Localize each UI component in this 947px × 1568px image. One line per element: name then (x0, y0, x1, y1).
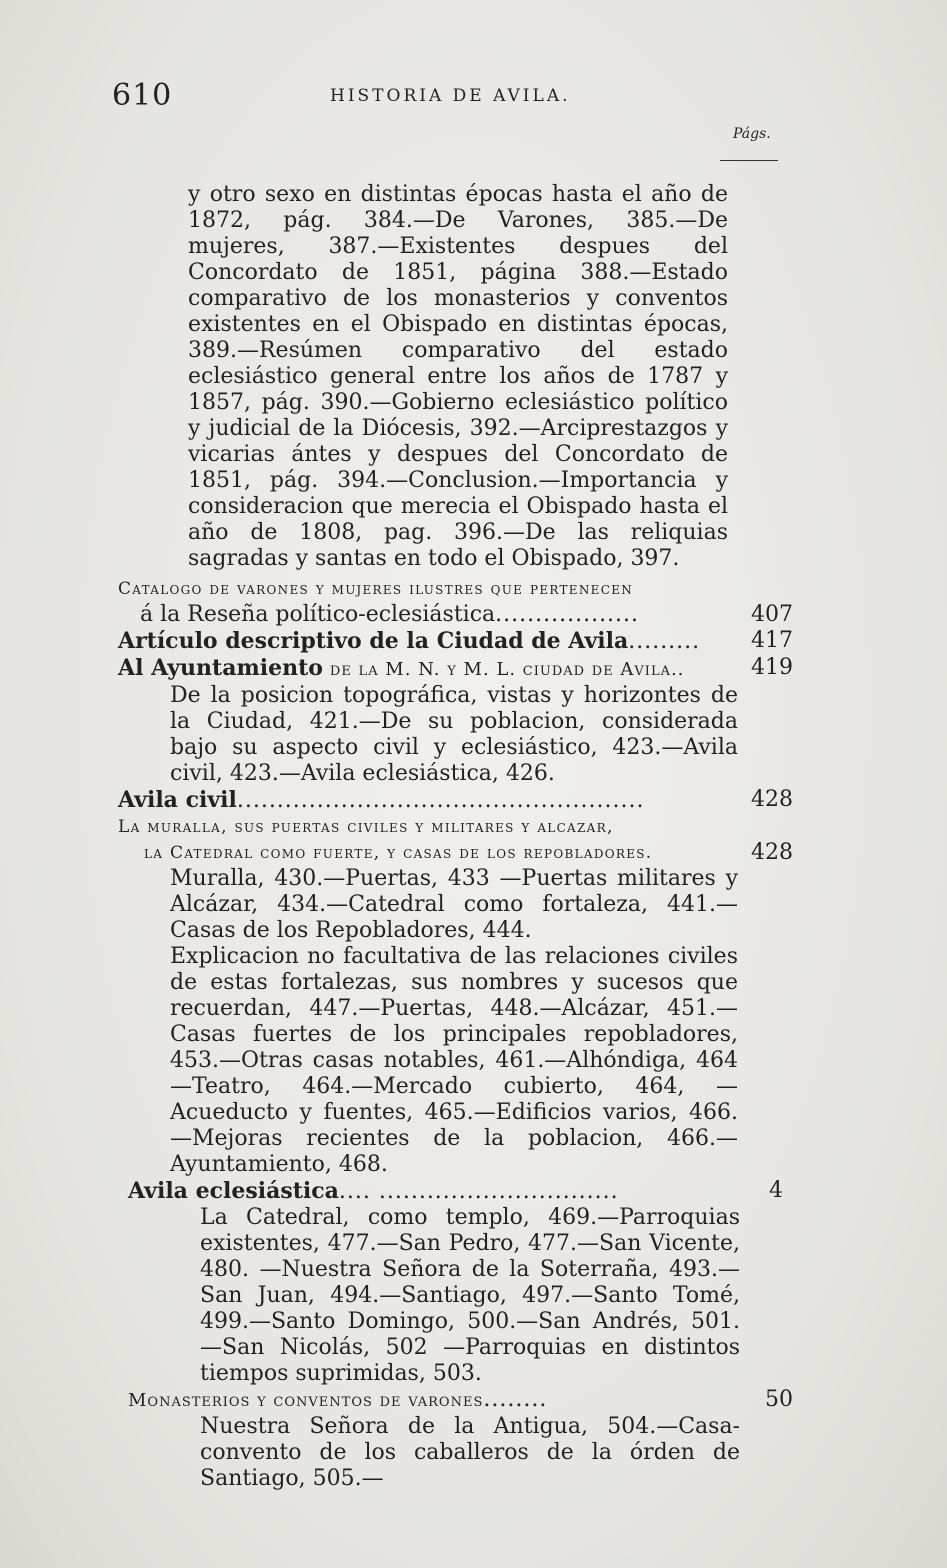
catalogo-page-ref: 407 (751, 602, 793, 627)
page-header (112, 78, 792, 114)
avila-eclesiastica-leader-dots: .... .............................. (338, 1179, 619, 1204)
ayuntamiento-subentries: De la posicion topográfica, vistas y horizontes de la Ciudad, 421.—De su poblacion, considerada bajo su aspecto civil y eclesiástico, 423.—Avila civil, 423.—Avila eclesiástica, 426. (170, 683, 738, 786)
running-title: HISTORIA DE AVILA. (330, 86, 571, 106)
ayuntamiento-title-rest: de la M. N. y M. L. ciudad de Avila.. (329, 659, 685, 680)
entry-articulo (118, 628, 793, 655)
entry-muralla (118, 814, 793, 866)
monasterios-subentries: Nuestra Señora de la Antigua, 504.—Casa-convento de los caballeros de la órden de Santiago, 505.— (200, 1414, 740, 1491)
articulo-leader-dots: ......... (628, 629, 701, 654)
catalogo-leader-dots: .................. (495, 602, 640, 627)
pags-rule (720, 160, 778, 161)
avila-eclesiastica-page-ref: 4 (769, 1178, 783, 1203)
entry-catalogo (118, 576, 793, 628)
muralla-subentries: Muralla, 430.—Puertas, 433 —Puertas militares y Alcázar, 434.—Catedral como fortaleza, 441.—Casas de los Repobladores, 444. (170, 866, 738, 943)
intro-paragraph: y otro sexo en distintas épocas hasta el año de 1872, pág. 384.—De Varones, 385.—De mujeres, 387.—Existentes despues del Concordato de 1851, página 388.—Estado comparativo de los monasterios y conventos existentes en el Obispado en distintas épocas, 389.—Resúmen comparativo del estado eclesiástico general entre los años de 1787 y 1857, pág. 390.—Gobierno eclesiástico político y judicial de la Diócesis, 392.—Arciprestazgos y vicarias ántes y despues del Concordato de 1851, pág. 394.—Conclusion.—Importancia y consideracion que merecia el Obispado hasta el año de 1808, pag. 396.—De las reliquias sagradas y santas en todo el Obispado, 397. (188, 182, 728, 571)
table-of-contents (118, 182, 793, 1492)
catalogo-title-line2: á la Reseña político-eclesiástica (140, 602, 496, 627)
articulo-title: Artículo descriptivo de la Ciudad de Avila (118, 628, 629, 654)
muralla-explicacion: Explicacion no facultativa de las relaciones civiles de estas fortalezas, sus nombres y sucesos que recuerdan, 447.—Puertas, 448.—Alcázar, 451.—Casas fuertes de los principales repobladores, 453.—Otras casas notables, 461.—Alhóndiga, 464 —Teatro, 464.—Mercado cubierto, 464, —Acueducto y fuentes, 465.—Edificios varios, 466. —Mejoras recientes de la poblacion, 466.—Ayuntamiento, 468. (170, 944, 738, 1177)
avila-civil-page-ref: 428 (751, 787, 793, 812)
avila-eclesiastica-subentries: La Catedral, como templo, 469.—Parroquias existentes, 477.—San Pedro, 477.—San Vicente, 480. —Nuestra Señora de la Soterraña, 493.—San Juan, 494.—Santiago, 497.—Santo Tomé, 499.—Santo Domingo, 500.—San Andrés, 501.—San Nicolás, 502 —Parroquias en distintos tiempos suprimidas, 503. (200, 1205, 740, 1386)
entry-monasterios (128, 1387, 793, 1414)
avila-civil-leader-dots: ................................................... (236, 788, 645, 813)
monasterios-leader-dots: ........ (483, 1387, 548, 1412)
muralla-title-line1: La muralla, sus puertas civiles y militares y alcazar, (118, 817, 614, 837)
muralla-title-line2: la Catedral como fuerte, y casas de los repobladores. (144, 843, 653, 863)
articulo-page-ref: 417 (751, 628, 793, 653)
entry-avila-eclesiastica (128, 1178, 793, 1205)
ayuntamiento-page-ref: 419 (751, 655, 793, 680)
avila-eclesiastica-title: Avila eclesiástica (128, 1178, 339, 1204)
avila-civil-title: Avila civil (118, 787, 237, 813)
entry-avila-civil (118, 787, 793, 814)
monasterios-page-ref: 50 (765, 1387, 793, 1412)
muralla-page-ref: 428 (751, 840, 793, 865)
entry-ayuntamiento (118, 655, 793, 683)
ayuntamiento-title-bold: Al Ayuntamiento (118, 655, 323, 681)
page-number: 610 (112, 78, 173, 113)
pags-column-label: Págs. (733, 126, 771, 142)
monasterios-title: Monasterios y conventos de varones (128, 1390, 484, 1411)
catalogo-title-line1: Catalogo de varones y mujeres ilustres que pertenecen (118, 579, 634, 599)
